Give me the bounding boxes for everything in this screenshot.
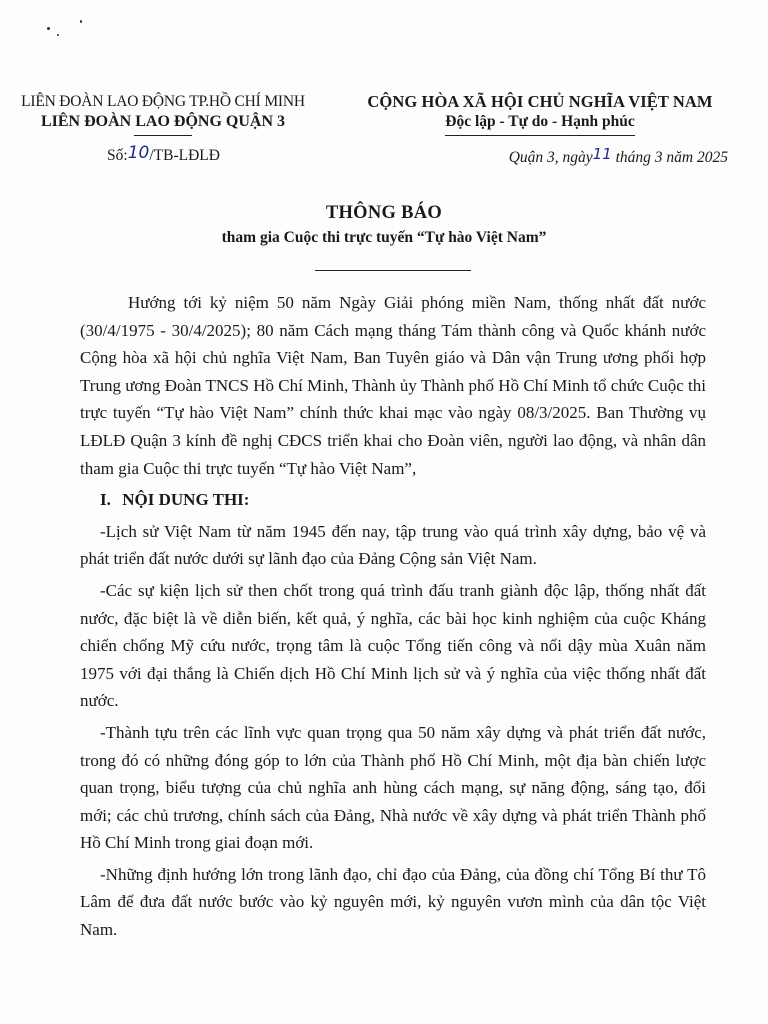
national-heading (340, 91, 740, 136)
issue-date (508, 145, 728, 167)
content-item: -Các sự kiện lịch sử then chốt trong quá trình đấu tranh giành độc lập, thống nhất đất nước, đặc biệt là về diễn biến, kết quả, ý nghĩa, các bài học kinh nghiệm của cuộc Kháng chiến chống Mỹ cứu nước, trọng tâm là cuộc Tổng tiến công và nổi dậy mùa Xuân năm 1975 với đại thắng là Chiến dịch Hồ Chí Minh lịch sử và ý nghĩa của việc thống nhất đất nước. (80, 580, 706, 711)
document-number (107, 145, 220, 165)
date-suffix: tháng 3 năm 2025 (611, 149, 728, 166)
scan-speck (80, 20, 82, 23)
document-body (80, 289, 706, 948)
nation-name: CỘNG HÒA XÃ HỘI CHỦ NGHĨA VIỆT NAM (367, 92, 713, 111)
title-underline (315, 270, 471, 271)
scan-speck (57, 34, 59, 36)
content-item: -Thành tựu trên các lĩnh vực quan trọng qua 50 năm xây dựng và phát triển đất nước, trong đó có những đóng góp to lớn của Thành phố Hồ Chí Minh, một địa bàn chiến lược quan trọng, biểu tượng của chủ nghĩa anh hùng cách mạng, sự năng động, sáng tạo, đổi mới; các chủ trương, chính sách của Đảng, Nhà nước về xây dựng và phát triển Thành phố Hồ Chí Minh trong giai đoạn mới. (80, 722, 706, 853)
date-day-handwritten: 11 (592, 145, 612, 163)
document-subtitle: tham gia Cuộc thi trực tuyến “Tự hào Việt Nam” (221, 229, 547, 246)
section-title: NỘI DUNG THI: (122, 490, 250, 510)
date-prefix: Quận 3, ngày (508, 149, 593, 166)
org-underline (134, 135, 192, 136)
national-motto: Độc lập - Tự do - Hạnh phúc (445, 113, 635, 130)
section-number: I. (100, 490, 111, 510)
issuing-body: LIÊN ĐOÀN LAO ĐỘNG QUẬN 3 (40, 113, 285, 130)
scan-speck (47, 27, 50, 30)
document-title: THÔNG BÁO (325, 203, 443, 223)
section-heading (80, 486, 706, 514)
doc-number-suffix: /TB-LĐLĐ (149, 147, 220, 164)
doc-number-prefix: Số: (107, 147, 128, 164)
content-item: -Lịch sử Việt Nam từ năm 1945 đến nay, tập trung vào quá trình xây dựng, bảo vệ và phát triển đất nước dưới sự lãnh đạo của Đảng Cộng sản Việt Nam. (80, 521, 706, 569)
parent-organization: LIÊN ĐOÀN LAO ĐỘNG TP.HỒ CHÍ MINH (21, 93, 305, 110)
issuing-organization (4, 92, 322, 136)
content-item: -Những định hướng lớn trong lãnh đạo, chỉ đạo của Đảng, của đồng chí Tổng Bí thư Tô Lâm để đưa đất nước bước vào kỷ nguyên mới, kỷ nguyên vươn mình của dân tộc Việt Nam. (80, 864, 706, 940)
intro-paragraph: Hướng tới kỷ niệm 50 năm Ngày Giải phóng miền Nam, thống nhất đất nước (30/4/1975 - 30/4/2025); 80 năm Cách mạng tháng Tám thành công và Quốc khánh nước Cộng hòa xã hội chủ nghĩa Việt Nam, Ban Tuyên giáo và Dân vận Trung ương phối hợp Trung ương Đoàn TNCS Hồ Chí Minh, Thành ủy Thành phố Hồ Chí Minh tổ chức Cuộc thi trực tuyến “Tự hào Việt Nam” chính thức khai mạc vào ngày 08/3/2025. Ban Thường vụ LĐLĐ Quận 3 kính đề nghị CĐCS triển khai cho Đoàn viên, người lao động, và nhân dân tham gia Cuộc thi trực tuyến “Tự hào Việt Nam”, (80, 293, 706, 478)
motto-underline (445, 135, 635, 136)
doc-number-handwritten: 10 (127, 143, 150, 163)
